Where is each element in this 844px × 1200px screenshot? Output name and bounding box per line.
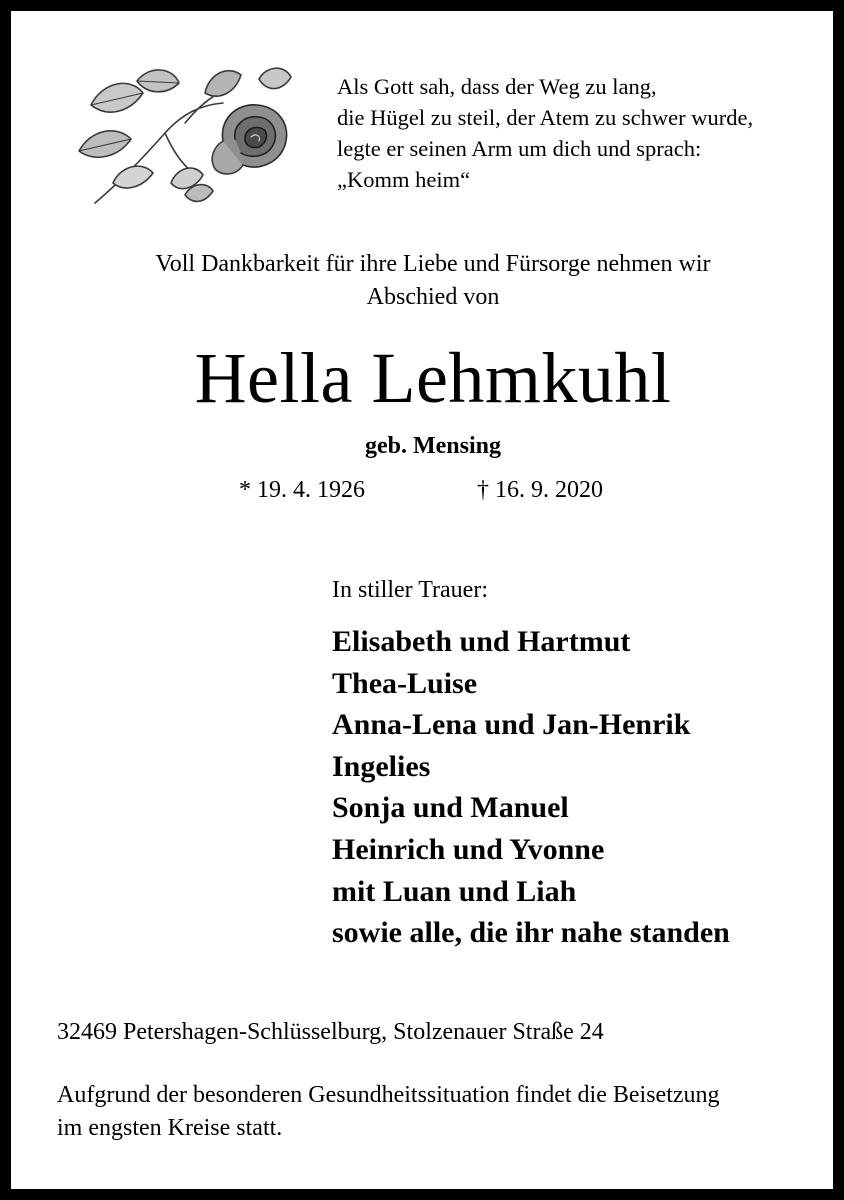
birth-date: * 19. 4. 1926	[239, 477, 365, 503]
mourner-name: Heinrich und Yvonne	[332, 832, 605, 866]
intro-text	[11, 248, 844, 314]
intro-line: Voll Dankbarkeit für ihre Liebe und Fürsorge nehmen wir	[155, 251, 711, 277]
mourner-name: Sonja und Manuel	[332, 791, 569, 825]
poem-line: legte er seinen Arm um dich und sprach:	[337, 136, 702, 161]
mourner-name: Elisabeth und Hartmut	[332, 625, 631, 658]
poem-line: „Komm heim“	[337, 167, 471, 192]
mourner-name: Anna-Lena und Jan-Henrik	[332, 708, 691, 742]
maiden-name: geb. Mensing	[364, 433, 501, 459]
rose-illustration-icon	[73, 63, 301, 213]
address: 32469 Petershagen-Schlüsselburg, Stolzenauer Straße 24	[57, 1019, 604, 1045]
mourner-name: Ingelies	[332, 749, 431, 783]
mourners-list	[332, 621, 730, 954]
intro-line: Abschied von	[366, 284, 500, 310]
mourner-name: Thea-Luise	[332, 666, 478, 700]
mourner-name: mit Luan und Liah	[332, 874, 577, 908]
poem	[337, 71, 753, 195]
poem-line: die Hügel zu steil, der Atem zu schwer wurde,	[337, 105, 754, 130]
mourning-heading: In stiller Trauer:	[332, 577, 488, 603]
poem-line: Als Gott sah, dass der Weg zu lang,	[337, 74, 657, 99]
note-line: Aufgrund der besonderen Gesundheitssituation findet die Beisetzung	[57, 1082, 720, 1108]
funeral-note	[57, 1079, 720, 1145]
note-line: im engsten Kreise statt.	[57, 1115, 283, 1141]
deceased-name: Hella Lehmkuhl	[194, 338, 672, 418]
death-date: † 16. 9. 2020	[477, 477, 603, 503]
mourner-name: sowie alle, die ihr nahe standen	[332, 916, 730, 950]
